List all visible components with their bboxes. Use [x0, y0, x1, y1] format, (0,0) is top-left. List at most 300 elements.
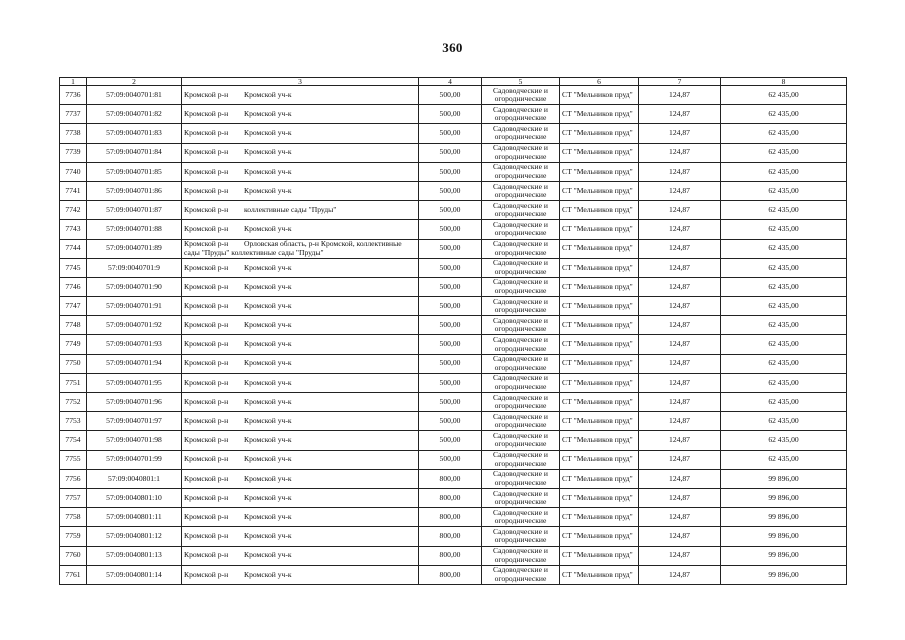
land-use-line: огороднические: [494, 401, 547, 411]
unit-price-cell: 124,87: [639, 393, 721, 412]
district-text: Кромской р-н: [184, 473, 229, 483]
table-row: [60, 450, 847, 469]
cadastral-number-cell: 57:09:0040701:81: [87, 86, 182, 105]
location-cell: [182, 393, 419, 412]
column-header: 8: [721, 78, 847, 86]
area-cell: 500,00: [419, 412, 482, 431]
cadastral-number-cell: 57:09:0040701:94: [87, 354, 182, 373]
district-text: Кромской р-н: [184, 454, 229, 464]
table-row: [60, 431, 847, 450]
owner-cell: СТ "Мельников пруд": [560, 527, 639, 546]
place-text: Кромской уч-к: [244, 550, 292, 560]
cadastral-value-cell: 62 435,00: [721, 373, 847, 392]
cadastral-value-cell: 99 896,00: [721, 508, 847, 527]
table-row: [60, 335, 847, 354]
owner-cell: СТ "Мельников пруд": [560, 354, 639, 373]
area-cell: 500,00: [419, 277, 482, 296]
unit-price-cell: 124,87: [639, 450, 721, 469]
row-number-cell: 7742: [60, 201, 87, 220]
table-row: [60, 162, 847, 181]
cadastral-number-cell: 57:09:0040801:12: [87, 527, 182, 546]
area-cell: 500,00: [419, 297, 482, 316]
area-cell: 800,00: [419, 469, 482, 488]
land-use-line: огороднические: [494, 151, 547, 161]
district-text: Кромской р-н: [184, 166, 229, 176]
place-text: Кромской уч-к: [244, 569, 292, 579]
location-cell: [182, 412, 419, 431]
table-row: [60, 277, 847, 296]
cadastral-value-cell: 62 435,00: [721, 412, 847, 431]
location-cell: [182, 527, 419, 546]
place-text: Кромской уч-к: [244, 435, 292, 445]
district-text: Кромской р-н: [184, 300, 229, 310]
table-row: [60, 527, 847, 546]
place-text: Кромской уч-к: [244, 454, 292, 464]
cadastral-number-cell: 57:09:0040801:10: [87, 488, 182, 507]
unit-price-cell: 124,87: [639, 565, 721, 584]
table-row: [60, 143, 847, 162]
unit-price-cell: 124,87: [639, 277, 721, 296]
cadastral-number-cell: 57:09:0040701:91: [87, 297, 182, 316]
land-use-cell: [482, 354, 560, 373]
owner-cell: СТ "Мельников пруд": [560, 393, 639, 412]
land-use-cell: [482, 373, 560, 392]
district-text: Кромской р-н: [184, 550, 229, 560]
owner-cell: СТ "Мельников пруд": [560, 105, 639, 124]
district-text: Кромской р-н: [184, 569, 229, 579]
area-cell: 500,00: [419, 124, 482, 143]
cadastral-number-cell: 57:09:0040701:9: [87, 258, 182, 277]
area-cell: 800,00: [419, 488, 482, 507]
land-use-cell: [482, 565, 560, 584]
land-use-line: Садоводческие и: [493, 219, 548, 229]
area-cell: 500,00: [419, 354, 482, 373]
cadastral-number-cell: 57:09:0040701:92: [87, 316, 182, 335]
table-row: [60, 124, 847, 143]
location-cell: [182, 508, 419, 527]
land-use-line: огороднические: [494, 247, 547, 257]
location-cell: [182, 354, 419, 373]
location-cell: [182, 546, 419, 565]
land-use-line: Садоводческие и: [493, 123, 548, 133]
district-text: Кромской р-н: [184, 435, 229, 445]
area-cell: 500,00: [419, 431, 482, 450]
area-cell: 500,00: [419, 143, 482, 162]
area-cell: 500,00: [419, 201, 482, 220]
cadastral-number-cell: 57:09:0040701:95: [87, 373, 182, 392]
land-use-line: Садоводческие и: [493, 258, 548, 268]
row-number-cell: 7745: [60, 258, 87, 277]
owner-cell: СТ "Мельников пруд": [560, 508, 639, 527]
cadastral-number-cell: 57:09:0040701:88: [87, 220, 182, 239]
unit-price-cell: 124,87: [639, 316, 721, 335]
area-cell: 500,00: [419, 162, 482, 181]
cadastral-value-cell: 99 896,00: [721, 488, 847, 507]
land-use-line: огороднические: [494, 170, 547, 180]
land-use-line: Садоводческие и: [493, 565, 548, 575]
row-number-cell: 7736: [60, 86, 87, 105]
location-cell: [182, 258, 419, 277]
cadastral-number-cell: 57:09:0040701:99: [87, 450, 182, 469]
column-header: 6: [560, 78, 639, 86]
area-cell: 500,00: [419, 393, 482, 412]
location-cell: [182, 181, 419, 200]
place-text: Орловская область, р-н Кромской, коллективные сады "Пруды" коллективные сады "Пруды": [184, 239, 402, 257]
location-cell: [182, 431, 419, 450]
owner-cell: СТ "Мельников пруд": [560, 469, 639, 488]
unit-price-cell: 124,87: [639, 181, 721, 200]
location-cell: [182, 105, 419, 124]
table-row: [60, 373, 847, 392]
cadastral-value-cell: 62 435,00: [721, 239, 847, 258]
land-use-line: Садоводческие и: [493, 526, 548, 536]
owner-cell: СТ "Мельников пруд": [560, 162, 639, 181]
cadastral-value-cell: 99 896,00: [721, 546, 847, 565]
area-cell: 500,00: [419, 335, 482, 354]
location-cell: [182, 143, 419, 162]
unit-price-cell: 124,87: [639, 527, 721, 546]
district-text: Кромской р-н: [184, 320, 229, 330]
row-number-cell: 7760: [60, 546, 87, 565]
district-text: Кромской р-н: [184, 185, 229, 195]
location-cell: [182, 450, 419, 469]
table-row: [60, 508, 847, 527]
unit-price-cell: 124,87: [639, 105, 721, 124]
area-cell: 500,00: [419, 450, 482, 469]
area-cell: 800,00: [419, 527, 482, 546]
place-text: Кромской уч-к: [244, 109, 292, 119]
land-use-line: огороднические: [494, 381, 547, 391]
table-row: [60, 201, 847, 220]
place-text: Кромской уч-к: [244, 224, 292, 234]
table-row: [60, 86, 847, 105]
unit-price-cell: 124,87: [639, 201, 721, 220]
area-cell: 500,00: [419, 316, 482, 335]
cadastral-number-cell: 57:09:0040701:82: [87, 105, 182, 124]
owner-cell: СТ "Мельников пруд": [560, 297, 639, 316]
land-use-line: огороднические: [494, 535, 547, 545]
cadastral-value-cell: 62 435,00: [721, 258, 847, 277]
land-use-line: огороднические: [494, 554, 547, 564]
cadastral-value-cell: 99 896,00: [721, 469, 847, 488]
owner-cell: СТ "Мельников пруд": [560, 546, 639, 565]
cadastral-number-cell: 57:09:0040701:85: [87, 162, 182, 181]
table-row: [60, 354, 847, 373]
table-row: [60, 239, 847, 258]
row-number-cell: 7739: [60, 143, 87, 162]
owner-cell: СТ "Мельников пруд": [560, 335, 639, 354]
land-use-cell: [482, 143, 560, 162]
table-row: [60, 469, 847, 488]
row-number-cell: 7752: [60, 393, 87, 412]
cadastral-value-cell: 62 435,00: [721, 431, 847, 450]
area-cell: 800,00: [419, 565, 482, 584]
land-use-cell: [482, 124, 560, 143]
area-cell: 500,00: [419, 239, 482, 258]
unit-price-cell: 124,87: [639, 508, 721, 527]
location-cell: [182, 335, 419, 354]
row-number-cell: 7738: [60, 124, 87, 143]
unit-price-cell: 124,87: [639, 412, 721, 431]
row-number-cell: 7737: [60, 105, 87, 124]
owner-cell: СТ "Мельников пруд": [560, 431, 639, 450]
district-text: Кромской р-н: [184, 396, 229, 406]
land-use-cell: [482, 335, 560, 354]
place-text: Кромской уч-к: [244, 492, 292, 502]
row-number-cell: 7755: [60, 450, 87, 469]
table-row: [60, 488, 847, 507]
land-use-cell: [482, 431, 560, 450]
land-use-cell: [482, 469, 560, 488]
land-use-cell: [482, 258, 560, 277]
cadastral-number-cell: 57:09:0040801:14: [87, 565, 182, 584]
unit-price-cell: 124,87: [639, 162, 721, 181]
place-text: Кромской уч-к: [244, 511, 292, 521]
land-use-cell: [482, 527, 560, 546]
owner-cell: СТ "Мельников пруд": [560, 143, 639, 162]
cadastral-number-cell: 57:09:0040701:84: [87, 143, 182, 162]
land-use-line: огороднические: [494, 439, 547, 449]
cadastral-value-cell: 62 435,00: [721, 201, 847, 220]
land-use-line: огороднические: [494, 324, 547, 334]
land-use-line: огороднические: [494, 285, 547, 295]
row-number-cell: 7748: [60, 316, 87, 335]
land-use-cell: [482, 316, 560, 335]
location-cell: [182, 565, 419, 584]
district-text: Кромской р-н: [184, 262, 229, 272]
table-row: [60, 105, 847, 124]
place-text: Кромской уч-к: [244, 185, 292, 195]
land-use-line: Садоводческие и: [493, 181, 548, 191]
district-text: Кромской р-н: [184, 492, 229, 502]
owner-cell: СТ "Мельников пруд": [560, 220, 639, 239]
land-use-line: Садоводческие и: [493, 200, 548, 210]
owner-cell: СТ "Мельников пруд": [560, 86, 639, 105]
owner-cell: СТ "Мельников пруд": [560, 450, 639, 469]
unit-price-cell: 124,87: [639, 143, 721, 162]
land-use-cell: [482, 297, 560, 316]
place-text: Кромской уч-к: [244, 473, 292, 483]
cadastral-value-cell: 62 435,00: [721, 335, 847, 354]
land-use-line: огороднические: [494, 477, 547, 487]
place-text: Кромской уч-к: [244, 89, 292, 99]
land-use-line: огороднические: [494, 190, 547, 200]
land-use-line: Садоводческие и: [493, 450, 548, 460]
location-cell: [182, 86, 419, 105]
land-use-cell: [482, 162, 560, 181]
cadastral-number-cell: 57:09:0040701:97: [87, 412, 182, 431]
owner-cell: СТ "Мельников пруд": [560, 201, 639, 220]
land-use-line: огороднические: [494, 228, 547, 238]
owner-cell: СТ "Мельников пруд": [560, 124, 639, 143]
row-number-cell: 7754: [60, 431, 87, 450]
row-number-cell: 7753: [60, 412, 87, 431]
unit-price-cell: 124,87: [639, 431, 721, 450]
unit-price-cell: 124,87: [639, 354, 721, 373]
table-row: [60, 546, 847, 565]
land-use-cell: [482, 412, 560, 431]
row-number-cell: 7744: [60, 239, 87, 258]
owner-cell: СТ "Мельников пруд": [560, 258, 639, 277]
place-text: Кромской уч-к: [244, 339, 292, 349]
owner-cell: СТ "Мельников пруд": [560, 316, 639, 335]
district-text: Кромской р-н: [184, 416, 229, 426]
land-use-line: Садоводческие и: [493, 411, 548, 421]
place-text: Кромской уч-к: [244, 416, 292, 426]
cadastral-value-cell: 62 435,00: [721, 220, 847, 239]
land-use-line: огороднические: [494, 362, 547, 372]
location-cell: [182, 469, 419, 488]
place-text: коллективные сады "Пруды": [244, 204, 337, 214]
unit-price-cell: 124,87: [639, 488, 721, 507]
place-text: Кромской уч-к: [244, 531, 292, 541]
land-use-line: огороднические: [494, 516, 547, 526]
cadastral-value-cell: 62 435,00: [721, 86, 847, 105]
cadastral-value-cell: 62 435,00: [721, 354, 847, 373]
cadastral-number-cell: 57:09:0040701:89: [87, 239, 182, 258]
land-use-cell: [482, 220, 560, 239]
land-use-line: Садоводческие и: [493, 315, 548, 325]
land-use-line: огороднические: [494, 305, 547, 315]
place-text: Кромской уч-к: [244, 147, 292, 157]
cadastral-value-cell: 62 435,00: [721, 277, 847, 296]
row-number-cell: 7757: [60, 488, 87, 507]
cadastral-number-cell: 57:09:0040701:83: [87, 124, 182, 143]
unit-price-cell: 124,87: [639, 86, 721, 105]
location-cell: [182, 373, 419, 392]
row-number-cell: 7747: [60, 297, 87, 316]
district-text: Кромской р-н: [184, 358, 229, 368]
owner-cell: СТ "Мельников пруд": [560, 488, 639, 507]
area-cell: 500,00: [419, 220, 482, 239]
cadastral-value-cell: 62 435,00: [721, 393, 847, 412]
owner-cell: СТ "Мельников пруд": [560, 412, 639, 431]
cadastral-number-cell: 57:09:0040801:11: [87, 508, 182, 527]
land-use-cell: [482, 393, 560, 412]
land-use-cell: [482, 239, 560, 258]
place-text: Кромской уч-к: [244, 377, 292, 387]
row-number-cell: 7740: [60, 162, 87, 181]
land-use-line: Садоводческие и: [493, 546, 548, 556]
cadastral-value-cell: 62 435,00: [721, 105, 847, 124]
land-use-line: Садоводческие и: [493, 277, 548, 287]
location-cell: [182, 162, 419, 181]
unit-price-cell: 124,87: [639, 373, 721, 392]
table-row: [60, 297, 847, 316]
cadastral-value-cell: 62 435,00: [721, 162, 847, 181]
land-use-line: Садоводческие и: [493, 296, 548, 306]
land-use-line: огороднические: [494, 497, 547, 507]
row-number-cell: 7750: [60, 354, 87, 373]
unit-price-cell: 124,87: [639, 239, 721, 258]
land-register-table: [59, 77, 847, 585]
owner-cell: СТ "Мельников пруд": [560, 277, 639, 296]
table-row: [60, 565, 847, 584]
land-use-cell: [482, 450, 560, 469]
row-number-cell: 7743: [60, 220, 87, 239]
place-text: Кромской уч-к: [244, 166, 292, 176]
land-use-line: Садоводческие и: [493, 392, 548, 402]
district-text: Кромской р-н: [184, 224, 229, 234]
land-use-cell: [482, 508, 560, 527]
owner-cell: СТ "Мельников пруд": [560, 239, 639, 258]
location-cell: [182, 239, 419, 258]
row-number-cell: 7759: [60, 527, 87, 546]
location-cell: [182, 201, 419, 220]
row-number-cell: 7758: [60, 508, 87, 527]
column-number-header-row: [60, 78, 847, 86]
cadastral-number-cell: 57:09:0040801:13: [87, 546, 182, 565]
cadastral-value-cell: 62 435,00: [721, 124, 847, 143]
land-use-line: Садоводческие и: [493, 239, 548, 249]
unit-price-cell: 124,87: [639, 220, 721, 239]
district-text: Кромской р-н: [184, 531, 229, 541]
row-number-cell: 7746: [60, 277, 87, 296]
row-number-cell: 7741: [60, 181, 87, 200]
area-cell: 500,00: [419, 373, 482, 392]
cadastral-number-cell: 57:09:0040701:96: [87, 393, 182, 412]
location-cell: [182, 277, 419, 296]
unit-price-cell: 124,87: [639, 258, 721, 277]
land-use-line: Садоводческие и: [493, 335, 548, 345]
district-text: Кромской р-н: [184, 281, 229, 291]
district-text: Кромской р-н: [184, 147, 229, 157]
place-text: Кромской уч-к: [244, 358, 292, 368]
land-use-line: Садоводческие и: [493, 143, 548, 153]
owner-cell: СТ "Мельников пруд": [560, 565, 639, 584]
table-row: [60, 393, 847, 412]
place-text: Кромской уч-к: [244, 128, 292, 138]
land-use-line: Садоводческие и: [493, 488, 548, 498]
area-cell: 800,00: [419, 546, 482, 565]
table-row: [60, 258, 847, 277]
column-header: 1: [60, 78, 87, 86]
land-use-line: Садоводческие и: [493, 85, 548, 95]
land-use-cell: [482, 86, 560, 105]
land-use-line: Садоводческие и: [493, 354, 548, 364]
row-number-cell: 7749: [60, 335, 87, 354]
unit-price-cell: 124,87: [639, 546, 721, 565]
area-cell: 500,00: [419, 181, 482, 200]
location-cell: [182, 220, 419, 239]
unit-price-cell: 124,87: [639, 335, 721, 354]
column-header: 4: [419, 78, 482, 86]
land-use-line: огороднические: [494, 343, 547, 353]
area-cell: 800,00: [419, 508, 482, 527]
land-use-cell: [482, 201, 560, 220]
area-cell: 500,00: [419, 105, 482, 124]
district-text: Кромской р-н: [184, 109, 229, 119]
cadastral-number-cell: 57:09:0040701:98: [87, 431, 182, 450]
land-use-line: огороднические: [494, 420, 547, 430]
place-text: Кромской уч-к: [244, 262, 292, 272]
location-cell: [182, 316, 419, 335]
land-use-line: Садоводческие и: [493, 469, 548, 479]
land-use-line: огороднические: [494, 132, 547, 142]
land-use-line: огороднические: [494, 458, 547, 468]
land-use-line: Садоводческие и: [493, 430, 548, 440]
unit-price-cell: 124,87: [639, 469, 721, 488]
place-text: Кромской уч-к: [244, 396, 292, 406]
land-use-line: огороднические: [494, 113, 547, 123]
page-number: 360: [442, 40, 463, 55]
land-use-line: огороднические: [494, 209, 547, 219]
place-text: Кромской уч-к: [244, 281, 292, 291]
land-use-cell: [482, 488, 560, 507]
cadastral-number-cell: 57:09:0040801:1: [87, 469, 182, 488]
place-text: Кромской уч-к: [244, 320, 292, 330]
cadastral-number-cell: 57:09:0040701:93: [87, 335, 182, 354]
